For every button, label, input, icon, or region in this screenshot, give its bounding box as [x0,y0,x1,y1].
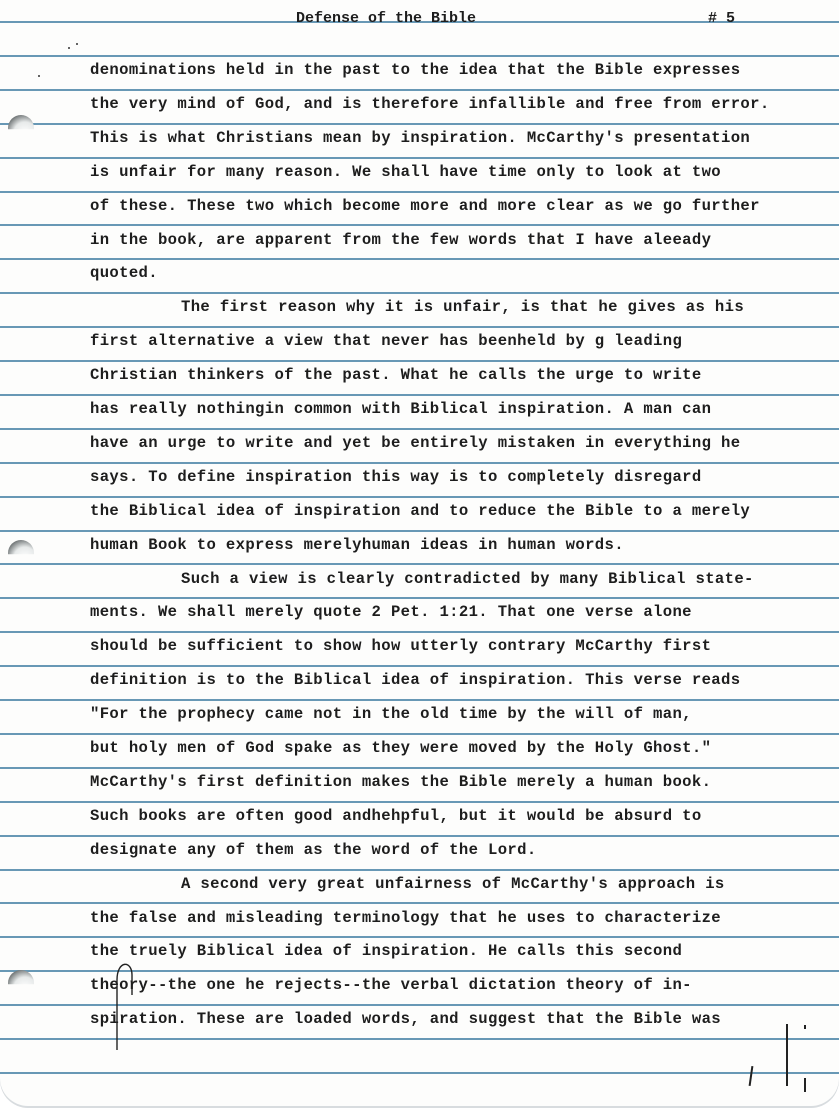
text-line: have an urge to write and yet be entirely mistaken in everything he [90,434,741,452]
ruled-line [0,869,839,871]
ruled-line [0,191,839,193]
text-line: Such a view is clearly contradicted by many Biblical state- [181,570,754,588]
ruled-line [0,631,839,633]
text-line: McCarthy's first definition makes the Bible merely a human book. [90,773,712,791]
handwritten-loop-mark [100,955,140,1055]
text-line: denominations held in the past to the idea that the Bible expresses [90,61,741,79]
ruled-line [0,157,839,159]
text-line: says. To define inspiration this way is to completely disregard [90,468,702,486]
ruled-line [0,224,839,226]
text-line: definition is to the Biblical idea of inspiration. This verse reads [90,671,741,689]
ruled-line [0,936,839,938]
speck [68,47,70,49]
text-line: the Biblical idea of inspiration and to reduce the Bible to a merely [90,502,751,520]
ruled-line [0,496,839,498]
page-number: # 5 [708,10,736,27]
text-line: A second very great unfairness of McCarthy's approach is [181,875,725,893]
text-line: spiration. These are loaded words, and suggest that the Bible was [90,1010,722,1028]
ruled-line [0,597,839,599]
text-line: quoted. [90,264,158,282]
ruled-line [0,902,839,904]
ruled-line [0,767,839,769]
ruled-line [0,733,839,735]
text-line: "For the prophecy came not in the old time by the will of man, [90,705,692,723]
text-line: first alternative a view that never has beenheld by g leading [90,332,683,350]
text-line: This is what Christians mean by inspiration. McCarthy's presentation [90,129,751,147]
text-line: ments. We shall merely quote 2 Pet. 1:21. That one verse alone [90,603,692,621]
ruled-line [0,699,839,701]
ruled-line [0,123,839,125]
ruled-line [0,563,839,565]
text-line: but holy men of God spake as they were moved by the Holy Ghost." [90,739,712,757]
ruled-line [0,462,839,464]
pencil-mark [749,1066,754,1086]
text-line: has really nothingin common with Biblical inspiration. A man can [90,400,712,418]
ruled-line [0,530,839,532]
text-line: the truely Biblical idea of inspiration. He calls this second [90,942,683,960]
ruled-line [0,360,839,362]
ruled-line [0,665,839,667]
ruled-line [0,835,839,837]
pencil-mark [804,1078,806,1092]
ruled-line [0,1072,839,1074]
text-line: of these. These two which become more and more clear as we go further [90,197,760,215]
text-line: designate any of them as the word of the Lord. [90,841,537,859]
speck [76,43,78,45]
ruled-line [0,394,839,396]
ruled-line [0,801,839,803]
ruled-line [0,258,839,260]
text-line: the very mind of God, and is therefore infallible and free from error. [90,95,770,113]
text-line: human Book to express merelyhuman ideas in human words. [90,536,624,554]
ruled-line [0,292,839,294]
text-line: the false and misleading terminology that he uses to characterize [90,909,722,927]
text-line: Christian thinkers of the past. What he calls the urge to write [90,366,702,384]
ruled-line [0,326,839,328]
text-line: should be sufficient to show how utterly contrary McCarthy first [90,637,712,655]
text-line: is unfair for many reason. We shall have time only to look at two [90,163,722,181]
ruled-line [0,89,839,91]
speck [38,75,40,77]
text-line: theory--the one he rejects--the verbal dictation theory of in- [90,976,692,994]
text-line: Such books are often good andhehpful, but it would be absurd to [90,807,702,825]
pencil-mark [804,1025,806,1029]
binder-hole [8,115,34,141]
text-line: The first reason why it is unfair, is that he gives as his [181,298,745,316]
page-title: Defense of the Bible [296,10,477,27]
ruled-line [0,55,839,57]
ruled-line [0,428,839,430]
binder-hole [8,970,34,996]
pencil-mark [786,1024,788,1086]
text-line: in the book, are apparent from the few words that I have aleeady [90,231,712,249]
